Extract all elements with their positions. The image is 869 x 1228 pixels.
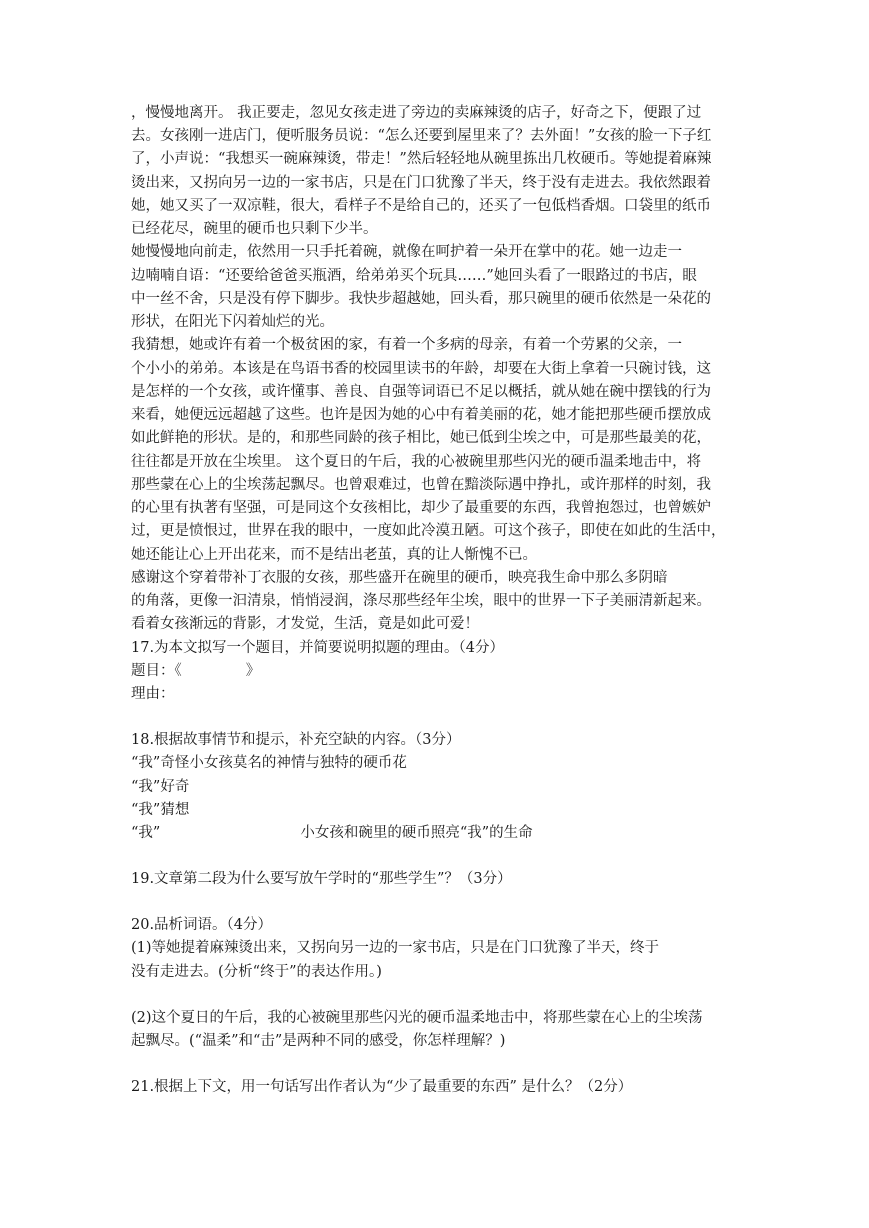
question-20-prompt: 20.品析词语。（4分）	[131, 917, 273, 933]
title-open-label: 题目：《	[131, 663, 182, 679]
question-18-line-3: “我”猜想	[131, 802, 190, 818]
passage-line: 她还能让心上开出花来，而不是结出老茧，真的让人惭愧不已。	[131, 547, 537, 563]
passage-line: 边喃喃自语：“还要给爸爸买瓶酒，给弟弟买个玩具……”她回头看了一眼路过的书店，眼	[131, 268, 697, 284]
passage-line: 去。女孩刚一进店门，便听服务员说：“怎么还要到屋里来了？去外面！”女孩的脸一下子红	[131, 128, 712, 144]
passage-line: 往往都是开放在尘埃里。 这个夏日的午后，我的心被碗里那些闪光的硬币温柔地击中，将	[131, 454, 702, 470]
passage-line: ，慢慢地离开。 我正要走，忽见女孩走进了旁边的卖麻辣烫的店子，好奇之下，便跟了过	[131, 105, 702, 121]
question-18-line-4	[131, 822, 533, 844]
passage-line: 中一丝不舍，只是没有停下脚步。我快步超越她，回头看，那只碗里的硬币依然是一朵花的	[131, 291, 711, 307]
question-18-line-1: “我”奇怪小女孩莫名的神情与独特的硬币花	[131, 755, 407, 771]
question-20-sub-1-line-b: 没有走进去。(分析“终于”的表达作用。)	[131, 964, 382, 980]
passage-line: 她慢慢地向前走，依然用一只手托着碗，就像在呵护着一朵开在掌中的花。她一边走一	[131, 244, 682, 260]
passage-line: 我猜想，她或许有着一个极贫困的家，有着一个多病的母亲，有着一个劳累的父亲，一	[131, 337, 682, 353]
question-17-reason-label: 理由：	[131, 686, 175, 702]
question-20-sub-2-line-b: 起飘尽。(“温柔”和“击”是两种不同的感受，你怎样理解？)	[131, 1033, 506, 1049]
question-18-line-2: “我”好奇	[131, 779, 190, 795]
question-21-prompt: 21.根据上下文，用一句话写出作者认为“少了最重要的东西” 是什么？（2分）	[131, 1079, 633, 1095]
passage-line: 了，小声说：“我想买一碗麻辣烫，带走！”然后轻轻地从碗里拣出几枚硬币。等她提着麻辣	[131, 151, 712, 167]
question-20-sub-1-line-a: (1)等她提着麻辣烫出来，又拐向另一边的一家书店，只是在门口犹豫了半天，终于	[131, 940, 660, 956]
passage-line: 她，她又买了一双凉鞋，很大，看样子不是给自己的，还买了一包低档香烟。口袋里的纸币	[131, 198, 711, 214]
passage-line: 是怎样的一个女孩，或许懂事、善良、自强等词语已不足以概括，就从她在碗中摆钱的行为	[131, 384, 711, 400]
question-17-title-line	[131, 660, 260, 682]
question-18-prompt: 18.根据故事情节和提示，补充空缺的内容。（3分）	[131, 732, 461, 748]
passage-line: 来看，她便远远超越了这些。也许是因为她的心中有着美丽的花，她才能把那些硬币摆放成	[131, 407, 711, 423]
passage-line: 的角落，更像一汩清泉，悄悄浸润，涤尽那些经年尘埃，眼中的世界一下子美丽清新起来。	[131, 593, 711, 609]
passage-line: 已经花尽，碗里的硬币也只剩下少半。	[131, 221, 378, 237]
line-4-end: 小女孩和碗里的硬币照亮“我”的生命	[300, 825, 533, 841]
title-close-label: 》	[245, 663, 261, 679]
question-19-prompt: 19.文章第二段为什么要写放午学时的“那些学生”？（3分）	[131, 871, 512, 887]
passage-line: 形状，在阳光下闪着灿烂的光。	[131, 314, 334, 330]
passage-line: 那些蒙在心上的尘埃荡起飘尽。也曾艰难过，也曾在黯淡际遇中挣扎，或许那样的时刻，我	[131, 477, 711, 493]
question-20-sub-2-line-a: (2)这个夏日的午后，我的心被碗里那些闪光的硬币温柔地击中，将那些蒙在心上的尘埃荡	[131, 1010, 703, 1026]
passage-line: 个小小的弟弟。本该是在鸟语书香的校园里读书的年龄，却要在大街上拿着一只碗讨钱，这	[131, 361, 711, 377]
passage-line: 如此鲜艳的形状。是的，和那些同龄的孩子相比，她已低到尘埃之中，可是那些最美的花，	[131, 430, 711, 446]
question-17-prompt: 17.为本文拟写一个题目，并简要说明拟题的理由。（4分）	[131, 640, 505, 656]
passage-line: 烫出来，又拐向另一边的一家书店，只是在门口犹豫了半天，终于没有走进去。我依然跟着	[131, 175, 711, 191]
passage-line: 看着女孩渐远的背影，才发觉，生活，竟是如此可爱！	[131, 616, 479, 632]
passage-line: 过，更是愤恨过，世界在我的眼中，一度如此冷漠丑陋。可这个孩子，即使在如此的生活中，	[131, 523, 726, 539]
passage-line: 感谢这个穿着带补丁衣服的女孩，那些盛开在碗里的硬币，映亮我生命中那么多阴暗	[131, 570, 668, 586]
passage-line: 的心里有执著有坚强，可是同这个女孩相比，却少了最重要的东西，我曾抱怨过，也曾嫉妒	[131, 500, 711, 516]
line-4-start: “我”	[131, 825, 161, 841]
